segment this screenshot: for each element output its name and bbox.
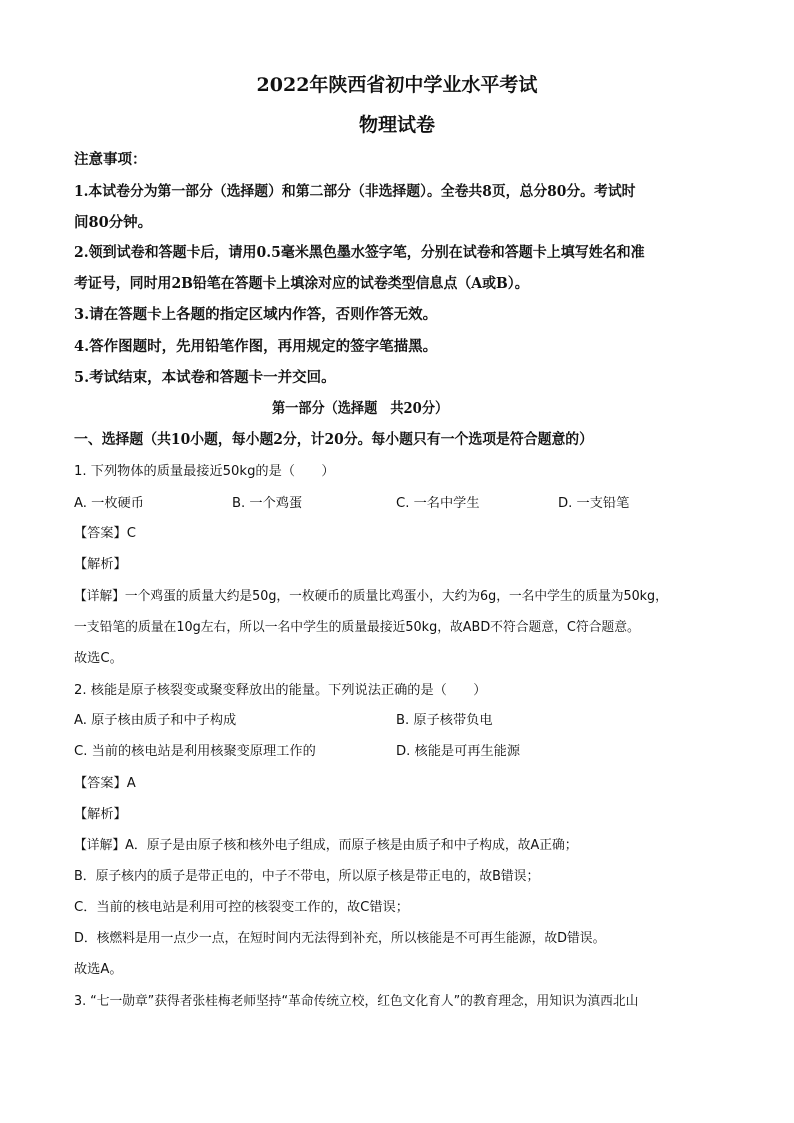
q2-detail-line-1: 【详解】A．原子是由原子核和核外电子组成，而原子核是由质子和中子构成，故A正确； xyxy=(74,838,578,853)
q1-option-b: B. 一个鸡蛋 xyxy=(232,496,303,511)
q2-detail-line-4: D．核燃料是用一点少一点，在短时间内无法得到补充，所以核能是不可再生能源，故D错误。 xyxy=(74,931,606,946)
q1-option-a: A. 一枚硬币 xyxy=(74,496,144,511)
q3-stem: 3. “七一勋章”获得者张桂梅老师坚持“革命传统立校，红色文化育人”的教育理念，用知识为滇西北山 xyxy=(74,994,639,1009)
q2-detail-line-2: B．原子核内的质子是带正电的，中子不带电，所以原子核是带正电的，故B错误； xyxy=(74,869,540,884)
q2-answer: 【答案】A xyxy=(74,776,136,791)
q1-option-c: C. 一名中学生 xyxy=(396,496,480,511)
q2-stem: 2. 核能是原子核裂变或聚变释放出的能量。下列说法正确的是（ ） xyxy=(74,683,487,698)
notice-item-2-cont: 考证号，同时用2B铅笔在答题卡上填涂对应的试卷类型信息点（A或B）。 xyxy=(74,275,529,292)
notice-item-5: 5.考试结束，本试卷和答题卡一并交回。 xyxy=(74,369,336,386)
exam-title: 2022年陕西省初中学业水平考试 xyxy=(256,74,538,96)
notice-item-3: 3.请在答题卡上各题的指定区域内作答，否则作答无效。 xyxy=(74,306,438,323)
section-heading: 一、选择题（共10小题，每小题2分，计20分。每小题只有一个选项是符合题意的） xyxy=(74,431,593,448)
notice-item-2: 2.领到试卷和答题卡后，请用0.5毫米黑色墨水签字笔，分别在试卷和答题卡上填写姓名和准 xyxy=(74,244,645,261)
q2-option-a: A. 原子核由质子和中子构成 xyxy=(74,713,237,728)
q2-option-b: B. 原子核带负电 xyxy=(396,713,493,728)
part1-title: 第一部分（选择题 共20分） xyxy=(272,400,449,417)
q1-option-d: D. 一支铅笔 xyxy=(558,496,630,511)
notice-item-4: 4.答作图题时，先用铅笔作图，再用规定的签字笔描黑。 xyxy=(74,338,438,355)
q2-option-c: C. 当前的核电站是利用核聚变原理工作的 xyxy=(74,744,316,759)
notice-item-1: 1.本试卷分为第一部分（选择题）和第二部分（非选择题）。全卷共8页，总分80分。考试时 xyxy=(74,183,636,200)
q2-analysis-label: 【解析】 xyxy=(74,807,127,822)
q2-option-d: D. 核能是可再生能源 xyxy=(396,744,521,759)
exam-subtitle: 物理试卷 xyxy=(358,114,435,136)
q1-answer: 【答案】C xyxy=(74,526,136,541)
q2-conclusion: 故选A。 xyxy=(74,962,123,977)
q2-detail-line-3: C．当前的核电站是利用可控的核裂变工作的，故C错误； xyxy=(74,900,409,915)
q1-detail-line-1: 【详解】一个鸡蛋的质量大约是50g，一枚硬币的质量比鸡蛋小，大约为6g，一名中学生的质量为50kg， xyxy=(74,589,668,604)
q1-conclusion: 故选C。 xyxy=(74,651,123,666)
q1-detail-line-2: 一支铅笔的质量在10g左右，所以一名中学生的质量最接近50kg，故ABD不符合题意，C符合题意。 xyxy=(74,620,640,635)
notice-heading: 注意事项： xyxy=(74,151,147,168)
notice-item-1-cont: 间80分钟。 xyxy=(74,214,153,231)
q1-stem: 1. 下列物体的质量最接近50kg的是（ ） xyxy=(74,464,335,479)
q1-analysis-label: 【解析】 xyxy=(74,557,127,572)
